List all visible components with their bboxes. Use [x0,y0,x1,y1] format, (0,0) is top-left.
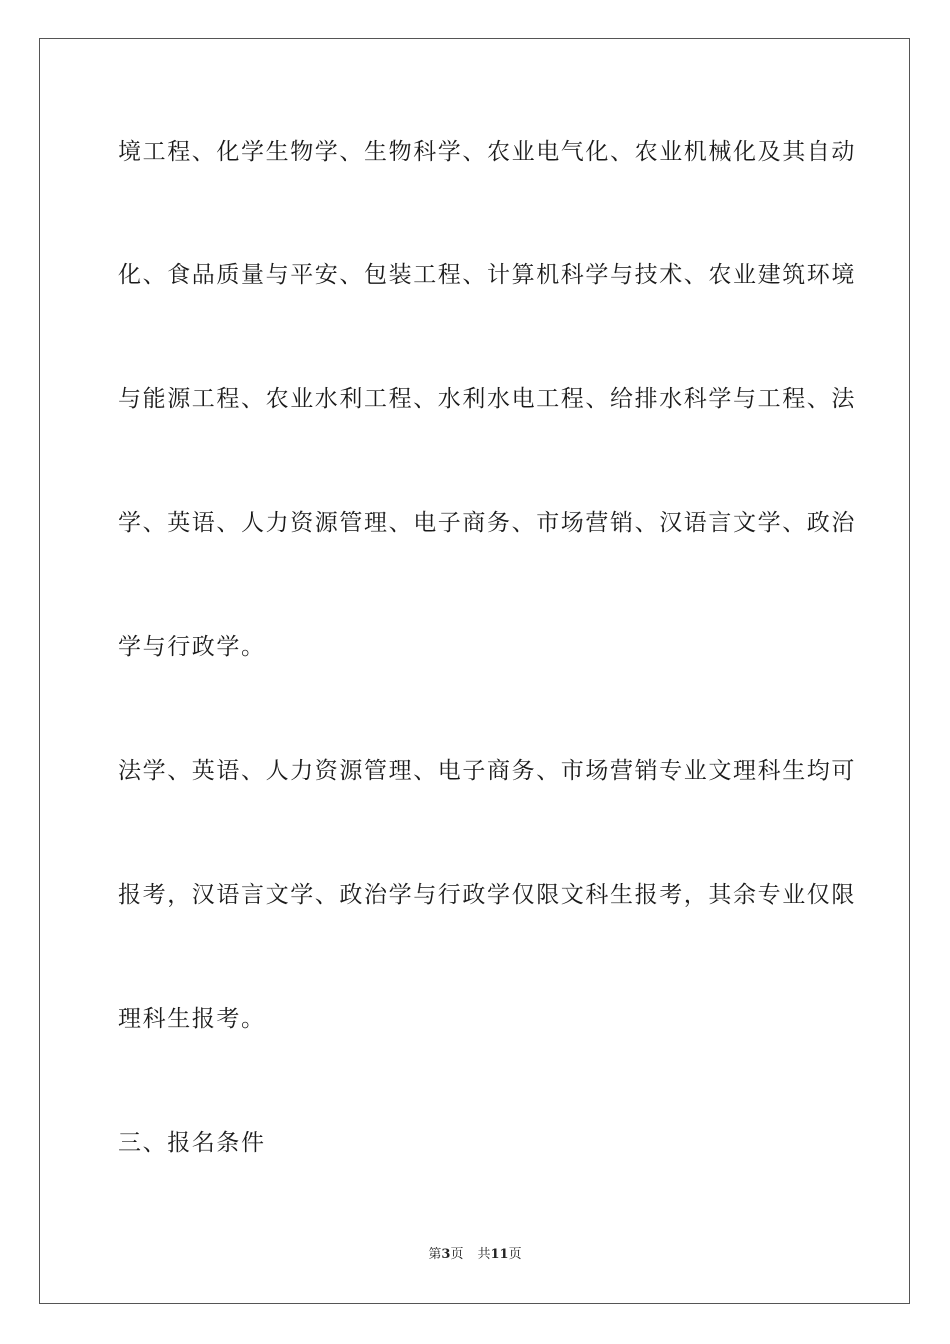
body-line-4: 学、英语、人力资源管理、电子商务、市场营销、汉语言文学、政治 [118,510,856,536]
body-line-5: 学与行政学。 [118,634,266,660]
body-line-6: 法学、英语、人力资源管理、电子商务、市场营销专业文理科生均可 [118,758,856,784]
total-suffix: 页 [508,1247,522,1262]
section-heading: 三、报名条件 [118,1130,266,1156]
page-suffix: 页 [450,1247,464,1262]
total-prefix: 共 [477,1247,491,1262]
total-number: 11 [490,1247,509,1262]
body-line-3: 与能源工程、农业水利工程、水利水电工程、给排水科学与工程、法 [118,386,856,412]
body-line-7: 报考，汉语言文学、政治学与行政学仅限文科生报考，其余专业仅限 [118,882,856,908]
page-number: 3 [441,1247,451,1262]
body-line-1: 境工程、化学生物学、生物科学、农业电气化、农业机械化及其自动 [118,139,856,165]
body-line-8: 理科生报考。 [118,1006,266,1032]
page-footer [0,1246,950,1264]
page-prefix: 第 [428,1247,442,1262]
body-line-2: 化、食品质量与平安、包装工程、计算机科学与技术、农业建筑环境 [118,262,856,288]
page-border [39,38,910,1304]
